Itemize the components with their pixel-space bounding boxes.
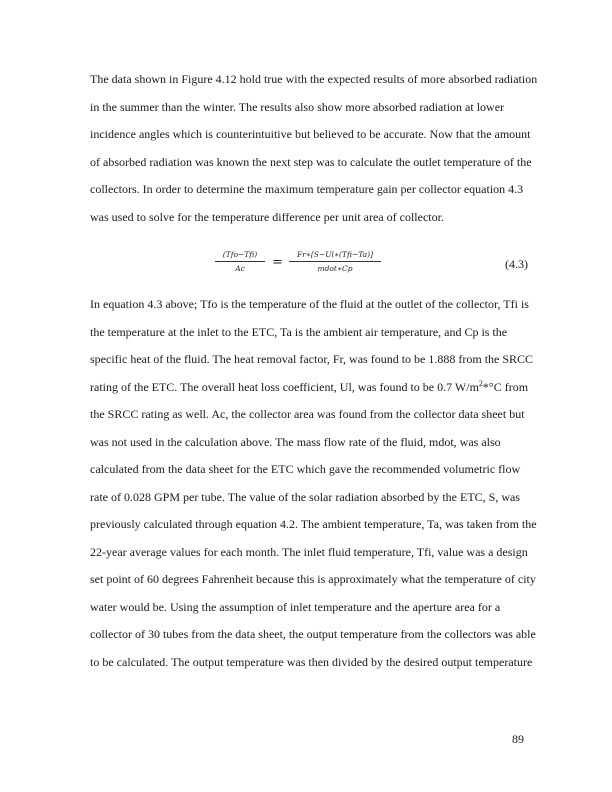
rhs-numerator: Fr∗[S−Ul∗(Tfi−Ta)]	[289, 250, 381, 262]
text-line: was used to solve for the temperature difference per unit area of collector.	[90, 209, 444, 224]
text-line: of absorbed radiation was known the next step was to calculate the outlet temperature of the	[90, 154, 532, 169]
text-line: specific heat of the fluid. The heat removal factor, Fr, was found to be 1.888 from the SRCC	[90, 352, 534, 366]
text-segment: rating of the ETC. The overall heat loss coefficient, Ul, was found to be 0.7 W/m	[90, 379, 479, 394]
text-line: to be calculated. The output temperature was then divided by the desired output temperature	[90, 654, 533, 669]
text-line: In equation 4.3 above; Tfo is the temperature of the fluid at the outlet of the collector, Tfi is	[90, 297, 529, 311]
text-line: previously calculated through equation 4.2. The ambient temperature, Ta, was taken from the	[90, 517, 537, 531]
text-line: collector of 30 tubes from the data sheet, the output temperature from the collectors was able	[90, 627, 536, 641]
text-line: water would be. Using the assumption of inlet temperature and the aperture area for a	[90, 599, 501, 614]
text-line: calculated from the data sheet for the ETC which gave the recommended volumetric flow	[90, 462, 521, 476]
text-segment: *°C from	[482, 379, 529, 394]
page-number: 89	[512, 732, 524, 746]
text-line: the temperature at the inlet to the ETC, Ta is the ambient air temperature, and Cp is the	[90, 324, 508, 339]
text-line: collectors. In order to determine the maximum temperature gain per collector equation 4.3	[90, 182, 524, 196]
equals-sign: =	[272, 255, 283, 270]
text-line: rate of 0.028 GPM per tube. The value of the solar radiation absorbed by the ETC, S, was	[90, 489, 521, 504]
text-line: incidence angles which is counterintuitive but believed to be accurate. Now that the amount	[90, 127, 531, 141]
superscript: 2	[478, 378, 483, 388]
text-line: 22-year average values for each month. The inlet fluid temperature, Tfi, value was a design	[90, 544, 528, 559]
lhs-denominator: Ac	[235, 264, 245, 273]
text-line: The data shown in Figure 4.12 hold true with the expected results of more absorbed radiation	[90, 72, 538, 86]
text-line: set point of 60 degrees Fahrenheit because this is approximately what the temperature of city	[90, 572, 536, 586]
equation-number: (4.3)	[505, 257, 528, 271]
text-line-heat-loss	[90, 379, 528, 395]
rhs-denominator: mdot∗Cp	[317, 264, 353, 273]
lhs-numerator: (Tfo−Tfi)	[215, 250, 265, 262]
equation-lhs-fraction	[215, 250, 265, 274]
text-line: in the summer than the winter. The results also show more absorbed radiation at lower	[90, 99, 505, 114]
text-line: the SRCC rating as well. Ac, the collector area was found from the collector data sheet but	[90, 407, 525, 421]
equation-rhs-fraction	[289, 250, 381, 274]
text-line: was not used in the calculation above. The mass flow rate of the fluid, mdot, was also	[90, 434, 501, 449]
